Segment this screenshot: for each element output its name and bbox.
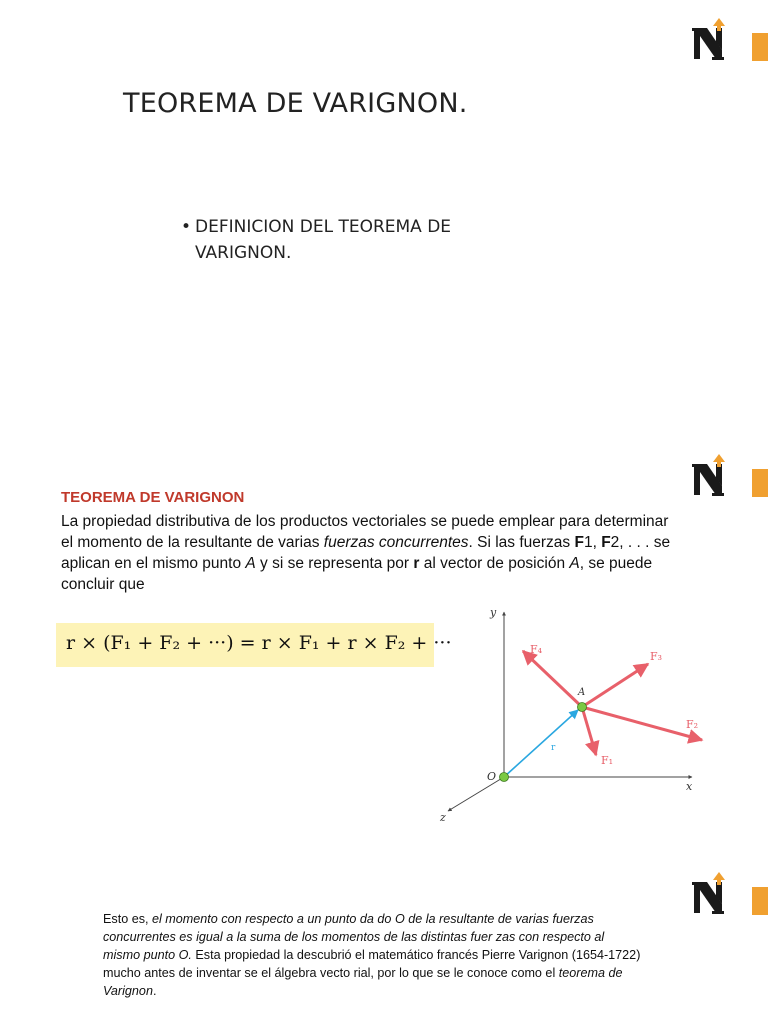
- body-emphasis: A: [245, 555, 256, 572]
- force-f4-label: F₄: [530, 643, 543, 656]
- force-diagram: [430, 600, 720, 850]
- body-emphasis: fuerzas concurrentes: [323, 534, 469, 551]
- force-f3: [582, 664, 648, 707]
- force-f2-label: F₂: [686, 718, 699, 731]
- paragraph-text: Esto es,: [103, 912, 152, 926]
- body-bold: F: [574, 534, 584, 551]
- point-a: [578, 703, 587, 712]
- force-f3-label: F₃: [650, 650, 663, 663]
- force-f2: [582, 707, 702, 740]
- body-text: 2, . . . se aplican en el mismo punto: [61, 534, 671, 572]
- position-vector-label: r: [551, 743, 556, 753]
- paragraph-emphasis: el momento con respecto a un punto da do O de la resultante de varias fuerzas concurrentes es igual a la suma de los momentos de las distintas fuer zas con respecto al mismo punto O.: [103, 912, 605, 962]
- position-vector-r: [504, 710, 578, 777]
- slide-title: [0, 0, 768, 430]
- explanation-paragraph: [103, 910, 643, 1000]
- theorem-body: [61, 511, 681, 595]
- body-bold: F: [601, 534, 611, 551]
- body-text: al vector de posición: [419, 555, 570, 572]
- body-text: . Si las fuerzas: [468, 534, 575, 551]
- force-f4: [523, 651, 582, 707]
- university-n-logo-icon: [690, 16, 768, 66]
- paragraph-text: .: [152, 984, 157, 998]
- bullet-item: [181, 214, 501, 266]
- z-axis-label: z: [440, 811, 446, 824]
- bullet-text: DEFINICION DEL TEOREMA DE VARIGNON.: [195, 217, 452, 263]
- x-axis-label: x: [686, 780, 693, 793]
- university-n-logo-icon: [690, 452, 768, 502]
- point-a-label: A: [578, 687, 586, 698]
- varignon-formula: r × (F₁ + F₂ + ···) = r × F₁ + r × F₂ + ···: [66, 632, 452, 654]
- bullet-dot: •: [181, 217, 192, 237]
- body-emphasis: A: [569, 555, 580, 572]
- body-text: , se puede concluir que: [61, 555, 653, 593]
- formula-box: [56, 623, 452, 667]
- body-text: La propiedad distributiva de los productos vectoriales se puede emplear para determinar el momento de la resultante de varias: [61, 513, 669, 551]
- body-text: y si se representa por: [255, 555, 414, 572]
- paragraph-emphasis: teorema de Varignon: [103, 966, 623, 998]
- origin-label: O: [487, 770, 497, 783]
- force-f1: [582, 707, 596, 755]
- y-axis-label: y: [490, 606, 497, 619]
- origin-point: [500, 773, 509, 782]
- slide-theorem: [0, 430, 768, 855]
- force-f1-label: F₁: [601, 754, 614, 767]
- body-text: 1,: [583, 534, 602, 551]
- slide-explanation: [0, 855, 768, 1024]
- theorem-heading: TEOREMA DE VARIGNON: [61, 489, 245, 506]
- university-n-logo-icon: [690, 870, 768, 920]
- body-bold: r: [413, 555, 420, 572]
- paragraph-text: Esta propiedad la descubrió el matemático francés Pierre Varignon (1654-1722) mucho antes de inventar se el álgebra vecto rial, por lo que se le conoce como el: [103, 948, 641, 980]
- page-title: TEOREMA DE VARIGNON.: [123, 88, 468, 119]
